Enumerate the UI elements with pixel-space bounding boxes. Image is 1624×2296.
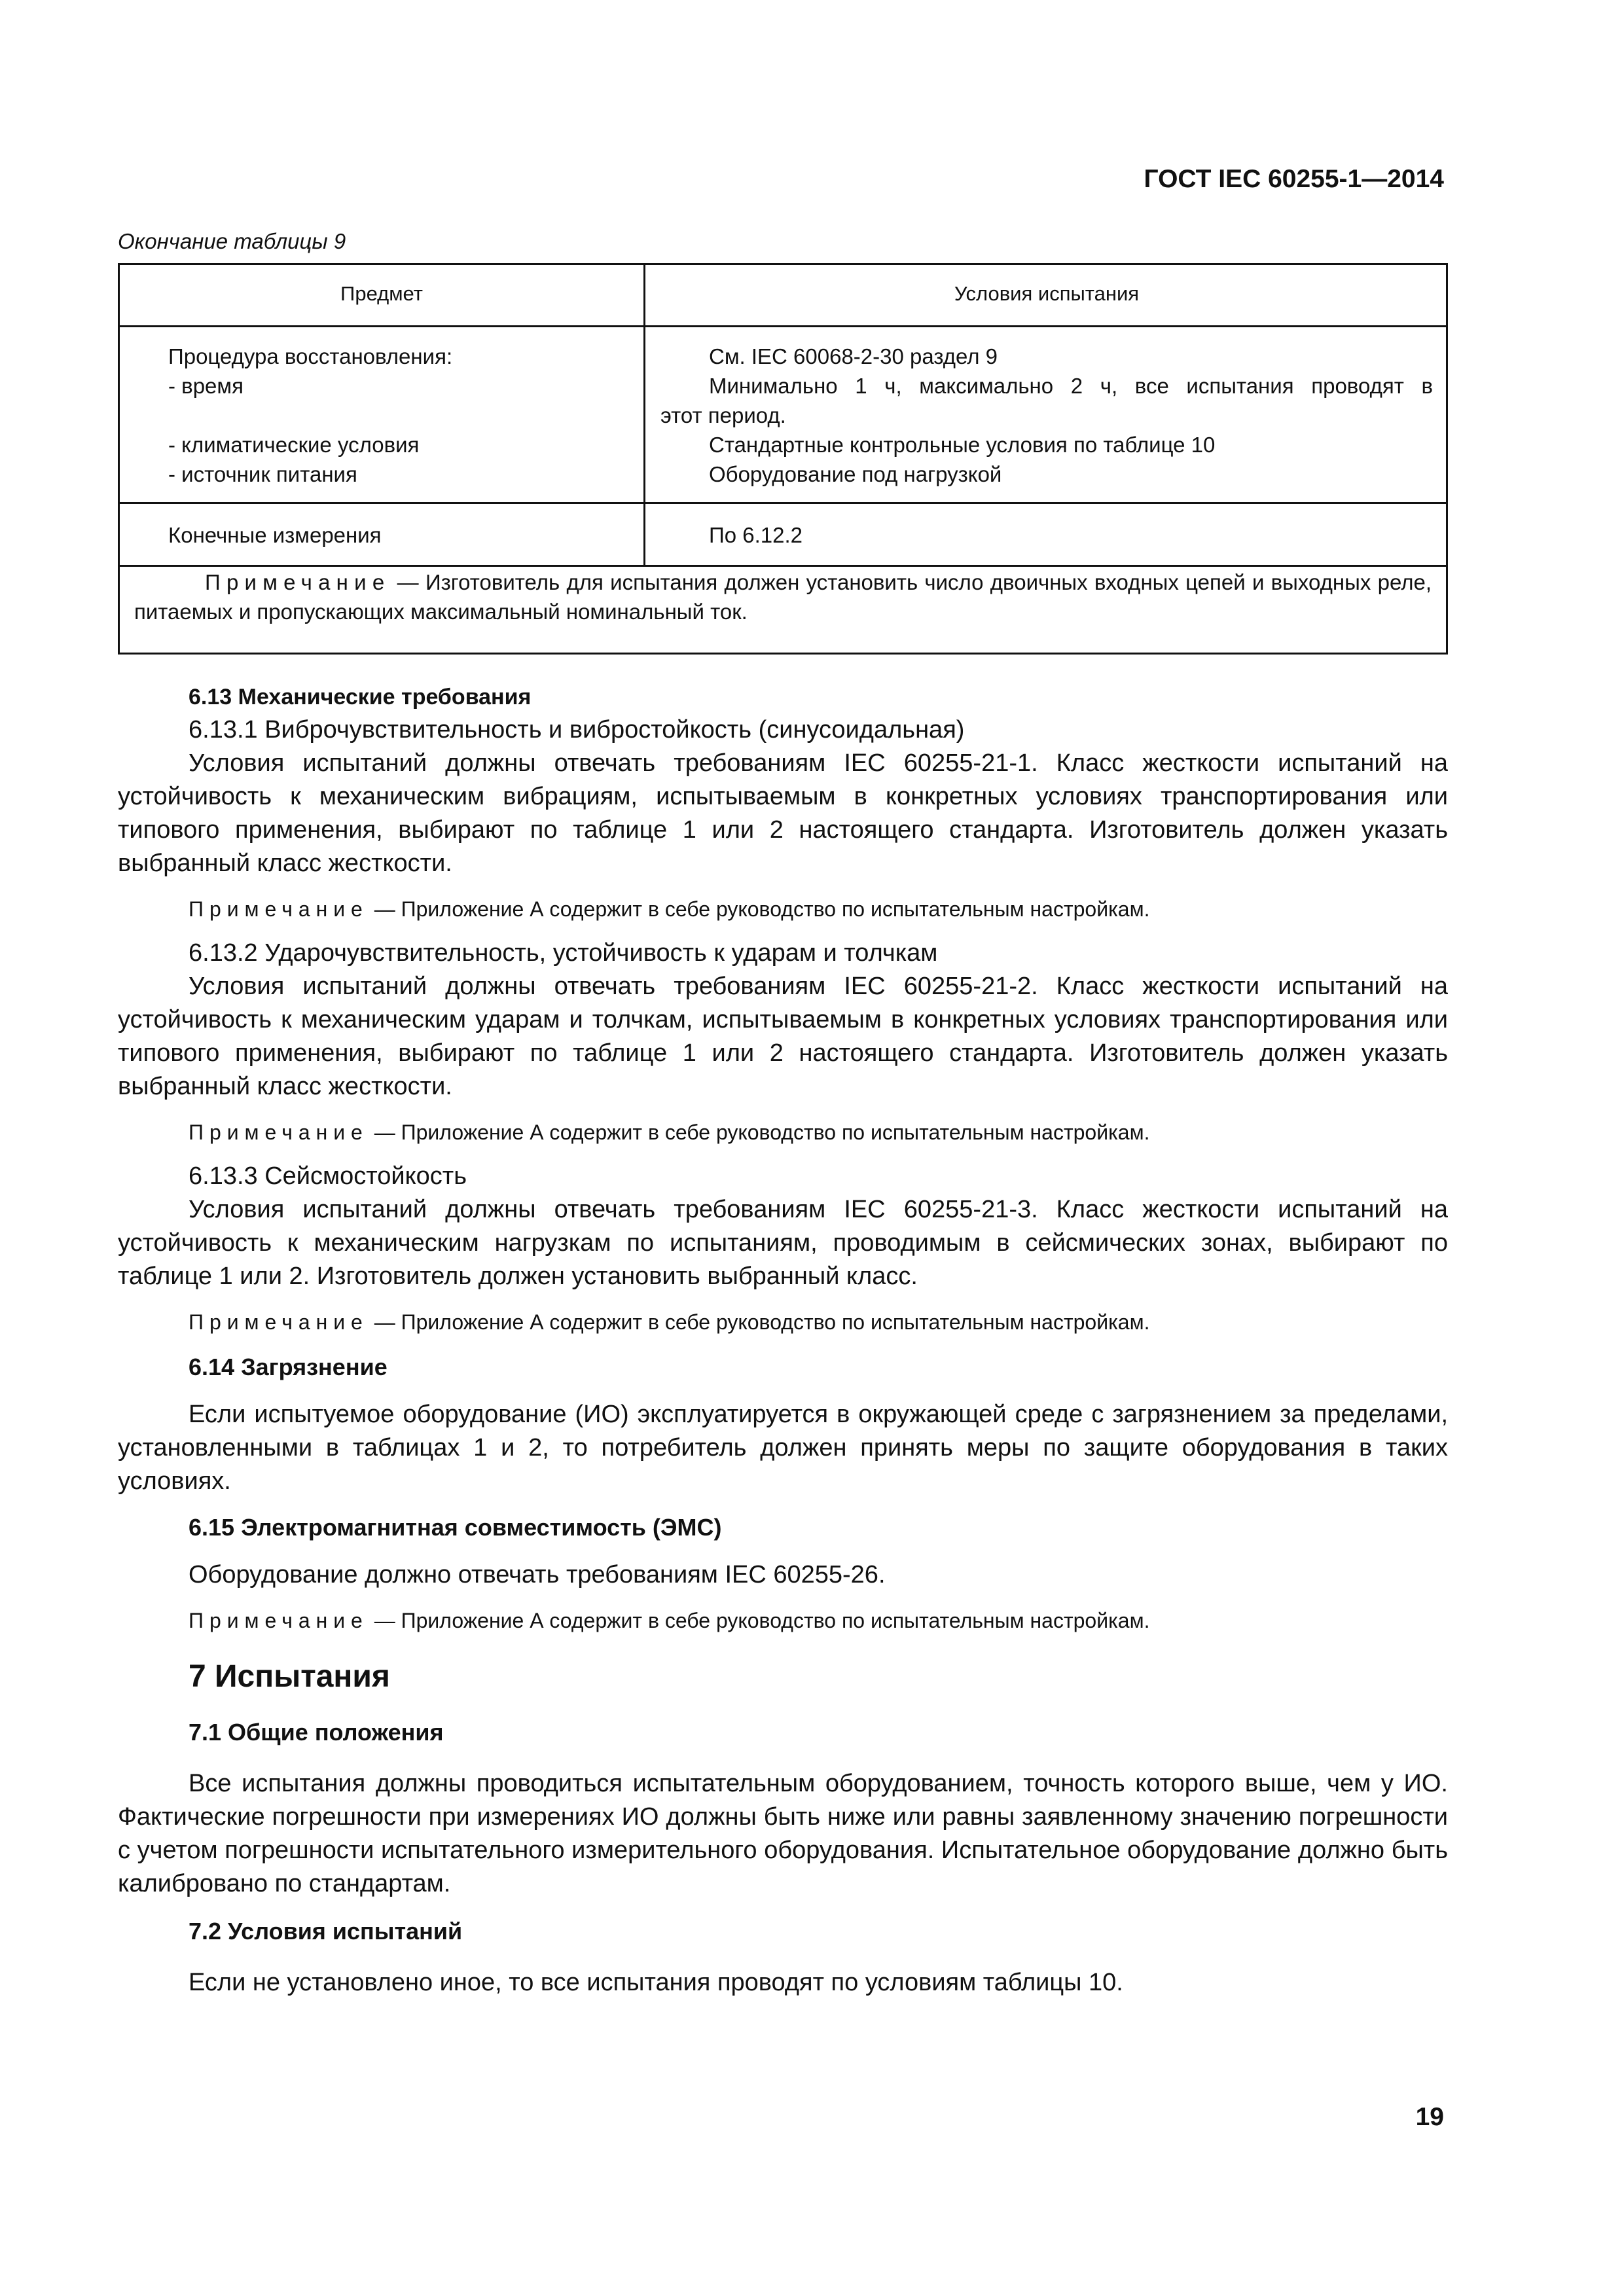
row1-conditions-line1: См. IEC 60068-2-30 раздел 9: [709, 344, 998, 368]
row1-conditions-line5: Оборудование под нагрузкой: [709, 462, 1002, 486]
page-number: 19: [1415, 2103, 1444, 2131]
row2-conditions: По 6.12.2: [709, 523, 803, 547]
section-6-13-3-text: Условия испытаний должны отвечать требованиям IEC 60255-21-3. Класс жесткости испытаний на устойчивость к механическим нагрузкам по испытаниям, проводимым в сейсмических зонах, выбирают по таблице 1 или 2. Изготовитель должен установить выбранный класс.: [118, 1196, 1448, 1290]
table-note-label: Примечание: [205, 570, 391, 594]
section-7-1-text: Все испытания должны проводиться испытательным оборудованием, точность которого выше, чем у ИО. Фактические погрешности при измерениях ИО должны быть ниже или равны заявленному значению погрешности с учетом погрешности испытательного измерительного оборудования. Испытательное оборудование должно быть калибровано по стандартам.: [118, 1770, 1448, 1897]
row1-subject-line3: - климатические условия: [168, 433, 420, 457]
section-6-14-text: Если испытуемое оборудование (ИО) эксплуатируется в окружающей среде с загрязнением за пределами, установленными в таблицах 1 и 2, то потребитель должен принять меры по защите оборудования в таких условиях.: [118, 1401, 1448, 1495]
section-7-2-title: 7.2 Условия испытаний: [189, 1918, 463, 1945]
row1-subject: [168, 342, 626, 489]
note-text: — Приложение А содержит в себе руководство по испытательным настройкам.: [368, 1310, 1150, 1334]
note-label: Примечание: [189, 897, 369, 921]
note-text: — Приложение А содержит в себе руководство по испытательным настройкам.: [368, 1121, 1150, 1144]
column-header-conditions: Условия испытания: [954, 282, 1140, 305]
section-6-13-1-text: Условия испытаний должны отвечать требованиям IEC 60255-21-1. Класс жесткости испытаний на устойчивость к механическим вибрациям, испытываемым в конкретных условиях транспортирования или типового применения, выбирают по таблице 1 или 2 настоящего стандарта. Изготовитель должен указать выбранный класс жесткости.: [118, 749, 1448, 877]
note-6-15: [118, 1606, 1448, 1635]
table-9: [118, 263, 1448, 655]
section-7-2-text: Если не установлено иное, то все испытания проводят по условиям таблицы 10.: [189, 1969, 1123, 1996]
note-6-13-1: [118, 895, 1448, 924]
standard-designation: ГОСТ IEC 60255-1—2014: [1144, 165, 1444, 193]
note-label: Примечание: [189, 1121, 369, 1144]
row1-subject-line4: - источник питания: [168, 462, 357, 486]
note-label: Примечание: [189, 1310, 369, 1334]
column-divider: [643, 265, 645, 566]
section-6-13-1-title: 6.13.1 Виброчувствительность и вибростойкость (синусоидальная): [189, 716, 965, 744]
table-note: [120, 567, 1446, 626]
table-note-text: — Изготовитель для испытания должен установить число двоичных входных цепей и выходных реле, питаемых и пропускающих максимальный номинальный ток.: [134, 570, 1432, 624]
row1-subject-line2: - время: [168, 374, 244, 398]
table-caption: Окончание таблицы 9: [118, 229, 346, 253]
row1-subject-line1: Процедура восстановления:: [168, 344, 453, 368]
section-6-15-text: Оборудование должно отвечать требованиям IEC 60255-26.: [189, 1561, 886, 1588]
note-divider: [120, 565, 1446, 567]
section-6-13-title: 6.13 Механические требования: [189, 685, 532, 709]
section-6-13-2-text: Условия испытаний должны отвечать требованиям IEC 60255-21-2. Класс жесткости испытаний на устойчивость к механическим ударам и толчкам, испытываемым в конкретных условиях транспортирования или типового применения, выбирают по таблице 1 или 2 настоящего стандарта. Изготовитель должен указать выбранный класс жесткости.: [118, 973, 1448, 1100]
row1-conditions: [660, 342, 1433, 489]
section-6-15-title: 6.15 Электромагнитная совместимость (ЭМС): [189, 1514, 722, 1541]
row1-conditions-line3: этот период.: [660, 403, 786, 427]
section-6-14-title: 6.14 Загрязнение: [189, 1354, 388, 1380]
header-divider: [120, 325, 1446, 327]
note-6-13-2: [118, 1118, 1448, 1147]
note-text: — Приложение А содержит в себе руководство по испытательным настройкам.: [368, 1609, 1150, 1632]
row1-conditions-line4: Стандартные контрольные условия по таблице 10: [709, 433, 1216, 457]
body-text: [118, 681, 1448, 2000]
row2-subject: Конечные измерения: [168, 523, 382, 547]
section-6-13-3-title: 6.13.3 Сейсмостойкость: [189, 1162, 467, 1190]
row-divider: [120, 502, 1446, 504]
column-header-subject: Предмет: [340, 282, 423, 305]
section-7-title: 7 Испытания: [189, 1659, 390, 1694]
section-7-1-title: 7.1 Общие положения: [189, 1719, 444, 1746]
note-text: — Приложение А содержит в себе руководство по испытательным настройкам.: [368, 897, 1150, 921]
section-6-13-2-title: 6.13.2 Ударочувствительность, устойчивость к ударам и толчкам: [189, 939, 938, 967]
note-6-13-3: [118, 1308, 1448, 1336]
note-label: Примечание: [189, 1609, 369, 1632]
row1-conditions-line2: Минимально 1 ч, максимально 2 ч, все испытания проводят в: [709, 374, 1433, 398]
